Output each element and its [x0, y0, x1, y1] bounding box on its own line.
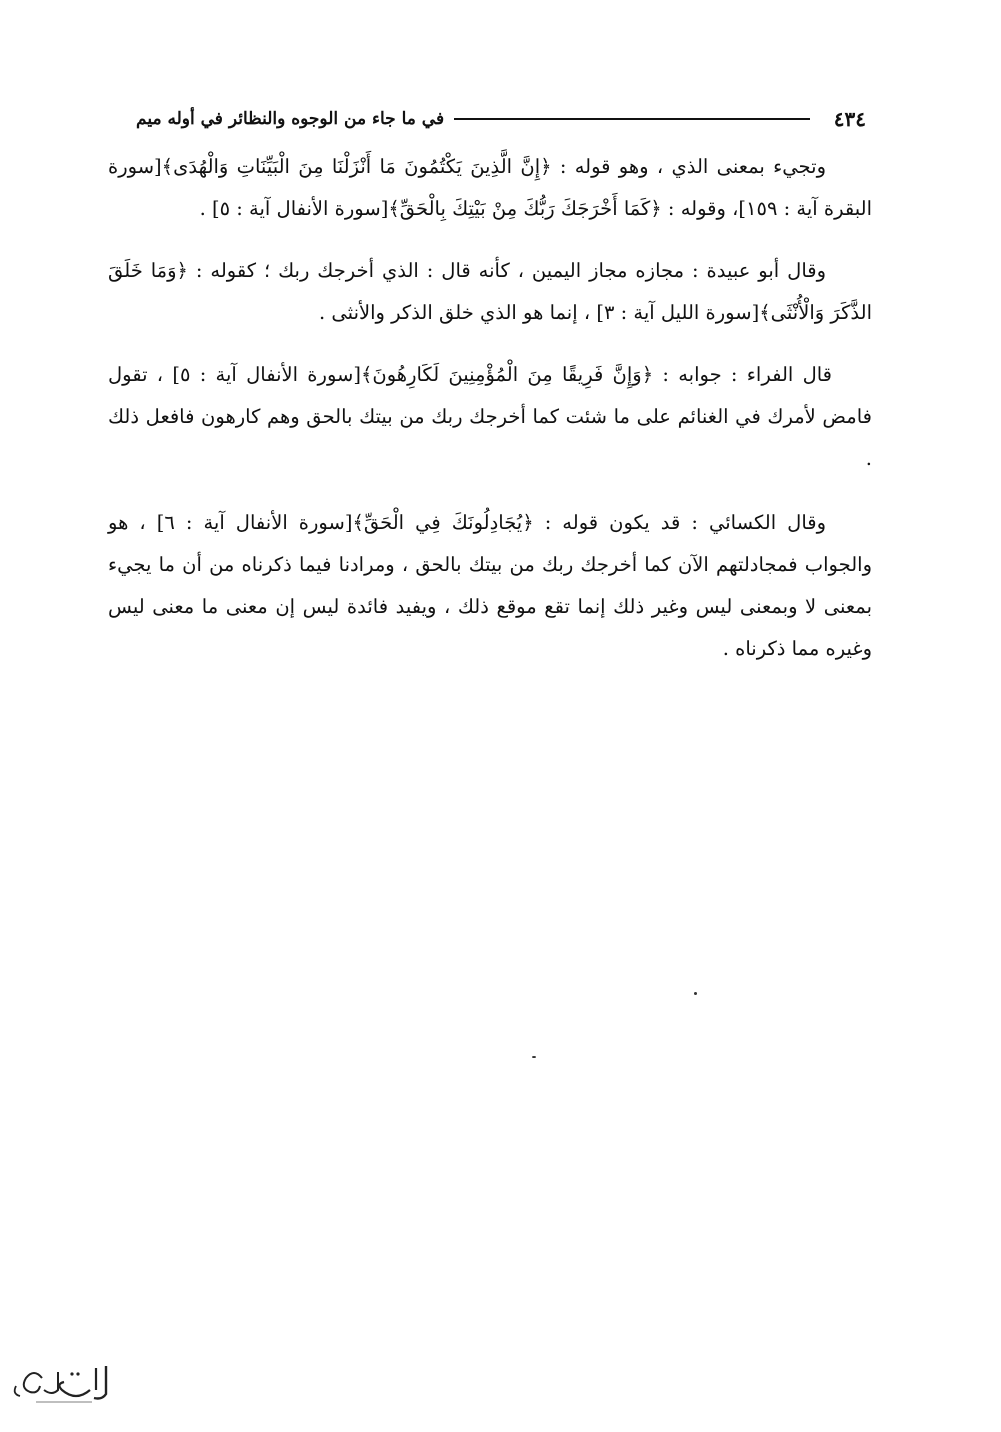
paragraph-1: وتجيء بمعنى الذي ، وهو قوله : ﴿إِنَّ الَّذِينَ يَكْتُمُونَ مَا أَنْزَلْنَا مِنَ الْبَيِّنَاتِ وَالْهُدَى﴾[سورة البقرة آية : ١٥٩]، وقوله : ﴿كَمَا أَخْرَجَكَ رَبُّكَ مِنْ بَيْتِكَ بِالْحَقِّ﴾[سورة الأنفال آية : ٥] .	[108, 155, 872, 220]
page-number: ٤٣٤	[833, 107, 866, 131]
header-rule	[454, 118, 810, 120]
paragraph-2: وقال أبو عبيدة : مجازه مجاز اليمين ، كأنه قال : الذي أخرجك ربك ؛ كقوله : ﴿وَمَا خَلَقَ الذَّكَرَ وَالْأُنْثَى﴾[سورة الليل آية : ٣] ، إنما هو الذي خلق الذكر والأنثى .	[108, 259, 872, 324]
body-text	[108, 146, 872, 670]
watermark-logo-icon	[6, 1360, 116, 1408]
scan-speck	[532, 1056, 536, 1058]
paragraph-4: وقال الكسائي : قد يكون قوله : ﴿يُجَادِلُونَكَ فِي الْحَقِّ﴾[سورة الأنفال آية : ٦] ، هو والجواب فمجادلتهم الآن كما أخرجك ربك من بيتك بالحق ، ومرادنا فيما ذكرناه من أن ما يجيء بمعنى لا وبمعنى ليس وغير ذلك إنما تقع موقع ذلك ، ويفيد فائدة ليس إن معنى ما معنى ليس وغيره مما ذكرناه .	[108, 511, 872, 660]
paragraph-3: قال الفراء : جوابه : ﴿وَإِنَّ فَرِيقًا مِنَ الْمُؤْمِنِينَ لَكَارِهُونَ﴾[سورة الأنفال آية : ٥] ، تقول فامض لأمرك في الغنائم على ما شئت كما أخرجك ربك من بيتك بالحق وهم كارهون فافعل ذلك .	[108, 363, 872, 470]
scan-speck	[694, 992, 697, 995]
running-header-title: في ما جاء من الوجوه والنظائر في أوله ميم	[136, 109, 445, 129]
library-watermark	[6, 1360, 116, 1408]
running-header	[136, 104, 866, 134]
